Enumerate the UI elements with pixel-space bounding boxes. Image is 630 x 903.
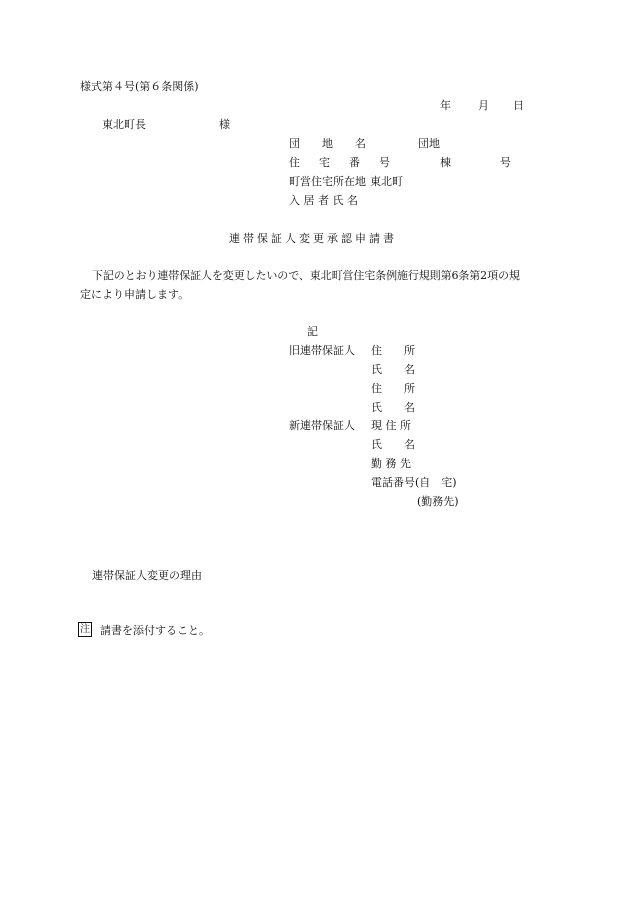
location-label: 町営住宅所在地 (289, 175, 366, 188)
ki-heading: 記 (307, 325, 318, 338)
note-mark: 注 (78, 622, 92, 637)
form-number: 様式第４号(第６条関係) (80, 80, 199, 93)
room-number-label: 住 宅 番 号 (289, 156, 394, 169)
body-line-1: 下記のとおり連帯保証人を変更したいので、東北町営住宅条例施行規則第6条第2項の規 (92, 269, 520, 282)
building-unit: 棟 (440, 156, 451, 169)
danchi-label: 団 地 名 (289, 137, 366, 150)
danchi-value: 団地 (418, 137, 440, 150)
addressee-name: 東北町長 (102, 118, 146, 131)
location-value: 東北町 (370, 175, 403, 188)
new-current-address: 現 住 所 (371, 419, 411, 432)
date-day: 日 (513, 99, 524, 112)
resident-name-label: 入 居 者 氏 名 (289, 194, 358, 207)
old-address-2: 住 所 (371, 382, 415, 395)
document-title: 連帯保証人変更承認申請書 (229, 232, 397, 245)
new-phone-home: 電話番号(自 宅) (371, 476, 457, 489)
old-address-1: 住 所 (371, 344, 415, 357)
addressee-honorific: 様 (219, 118, 230, 131)
new-workplace: 勤 務 先 (371, 457, 411, 470)
note-text: 請書を添付すること。 (100, 624, 210, 637)
old-name-1: 氏 名 (371, 363, 415, 376)
old-name-2: 氏 名 (371, 401, 415, 414)
old-guarantor-label: 旧連帯保証人 (289, 344, 355, 357)
date-year: 年 (440, 99, 451, 112)
number-unit: 号 (500, 156, 511, 169)
date-month: 月 (478, 99, 489, 112)
reason-label: 連帯保証人変更の理由 (92, 569, 202, 582)
new-guarantor-label: 新連帯保証人 (289, 419, 355, 432)
new-name: 氏 名 (371, 438, 415, 451)
body-line-2: 定により申請します。 (80, 288, 190, 301)
new-phone-work: (勤務先) (417, 495, 459, 508)
